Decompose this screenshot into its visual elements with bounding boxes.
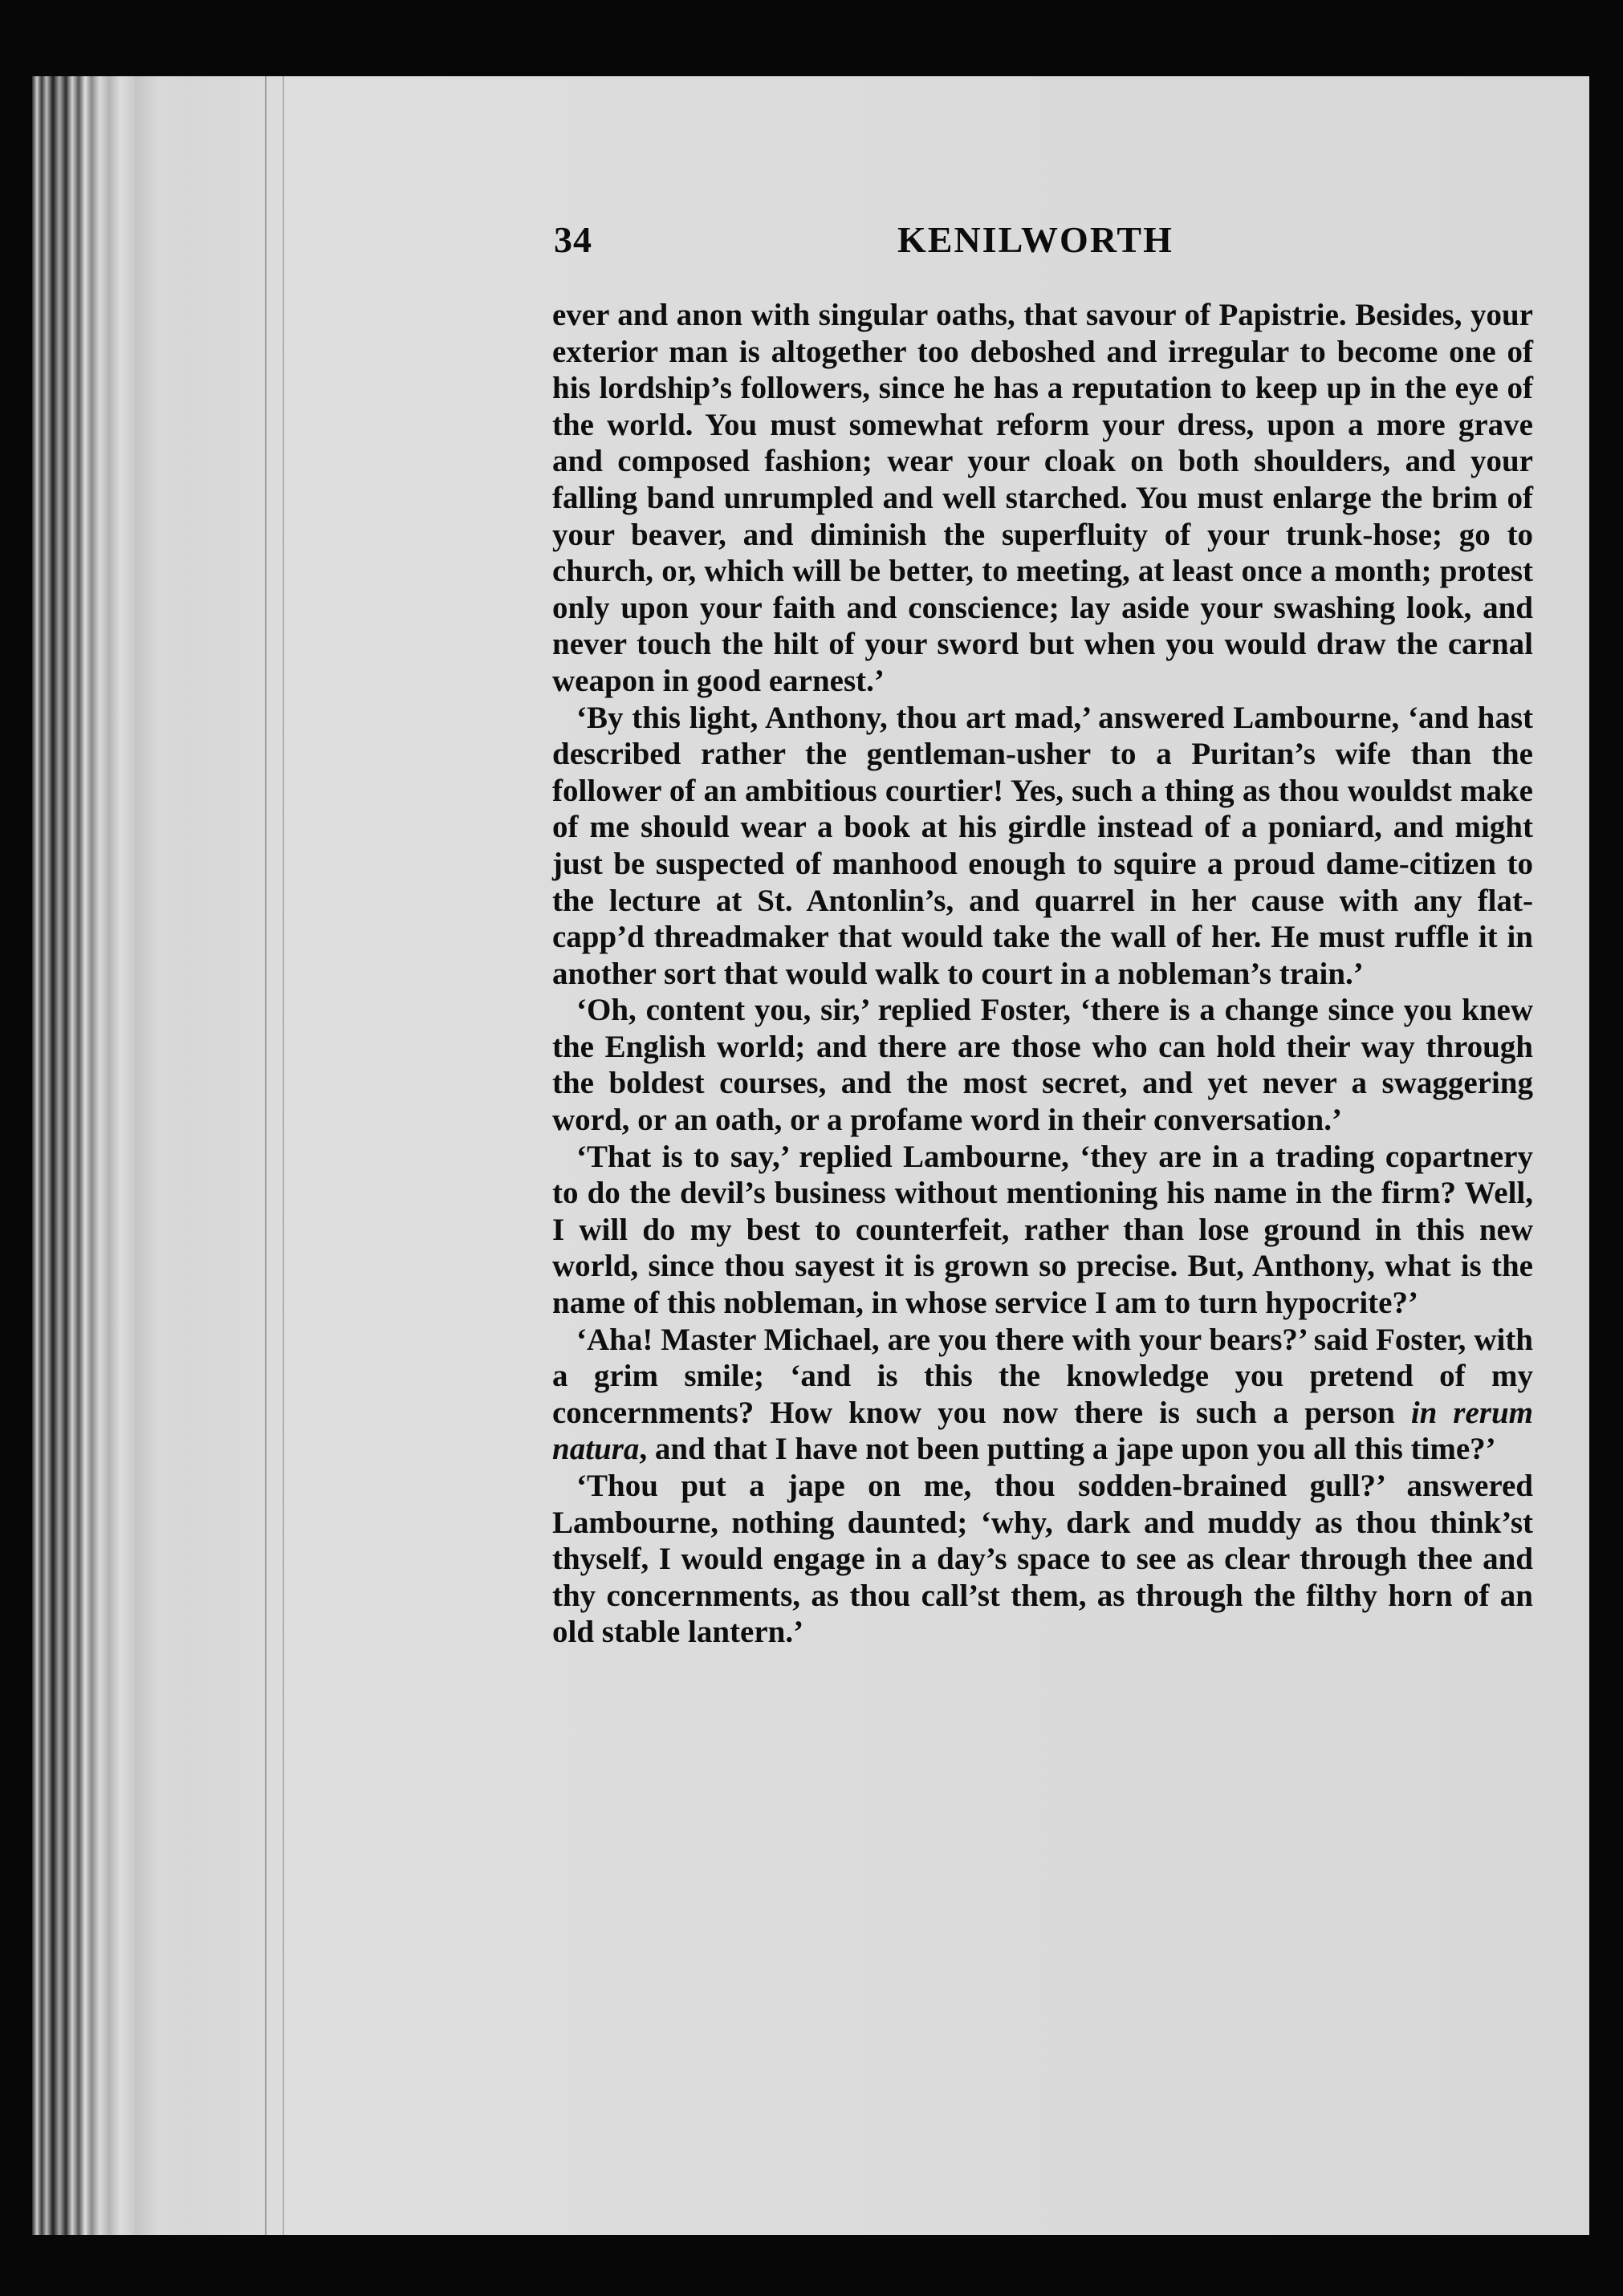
paragraph bbox=[552, 1468, 1533, 1651]
page-gutter-line bbox=[283, 76, 284, 2235]
page-header bbox=[554, 218, 1533, 274]
page-number: 34 bbox=[554, 219, 592, 260]
paragraph-text: ‘Aha! Master Michael, are you there with your bears?’ said Foster, with a grim smile; ‘and is this the knowledge you pretend of my concernments? How know you now there is such a person bbox=[552, 1322, 1533, 1430]
paragraph bbox=[552, 297, 1533, 700]
paragraph bbox=[552, 992, 1533, 1138]
page-gutter-line bbox=[265, 76, 266, 2235]
paragraph-text: ‘By this light, Anthony, thou art mad,’ answered Lambourne, ‘and hast described rather the gentleman-usher to a Puritan’s wife than the follower of an ambitious courtier! Yes, such a thing as thou wouldst make of me should wear a book at his girdle instead of a poniard, and might just be suspected of manhood enough to squire a proud dame-citizen to the lecture at St. Antonlin’s, and quarrel in her cause with any flat-capp’d threadmaker that would take the wall of her. He must ruffle it in another sort that would walk to court in a nobleman’s train.’ bbox=[552, 700, 1533, 991]
paragraph-text: ‘That is to say,’ replied Lambourne, ‘they are in a trading copartnery to do the devil’s business without mentioning his name in the firm? Well, I will do my best to counterfeit, rather than lose ground in this new world, since thou sayest it is grown so precise. But, Anthony, what is the name of this nobleman, in whose service I am to turn hypocrite?’ bbox=[552, 1139, 1533, 1321]
paragraph bbox=[552, 1322, 1533, 1468]
running-head: KENILWORTH bbox=[897, 219, 1174, 260]
paragraph-text: ‘Thou put a jape on me, thou sodden-brained gull?’ answered Lambourne, nothing daunted; ‘why, dark and muddy as thou think’st thyself, I would engage in a day’s space to see as clear through thee and thy concernments, as thou call’st them, as through the filthy horn of an old stable lantern.’ bbox=[552, 1469, 1533, 1650]
paragraph bbox=[552, 700, 1533, 993]
paragraph bbox=[552, 1139, 1533, 1322]
body-text bbox=[552, 297, 1533, 1651]
paragraph-text: , and that I have not been putting a jape upon you all this time?’ bbox=[639, 1432, 1496, 1467]
paragraph-text: ever and anon with singular oaths, that savour of Papistrie. Besides, your exterior man is altogether too deboshed and irregular to become one of his lordship’s followers, since he has a reputation to keep up in the eye of the world. You must somewhat reform your dress, upon a more grave and composed fashion; wear your cloak on both shoulders, and your falling band unrumpled and well starched. You must enlarge the brim of your beaver, and diminish the superfluity of your trunk-hose; go to church, or, which will be better, to meeting, at least once a month; protest only upon your faith and conscience; lay aside your swashing look, and never touch the hilt of your sword but when you would draw the carnal weapon in good earnest.’ bbox=[552, 298, 1533, 698]
paragraph-text: ‘Oh, content you, sir,’ replied Foster, ‘there is a change since you knew the English world; and there are those who can hold their way through the boldest courses, and the most secret, and yet never a swaggering word, or an oath, or a profame word in their conversation.’ bbox=[552, 993, 1533, 1138]
italic-phrase: in rerum natura bbox=[552, 1395, 1533, 1467]
